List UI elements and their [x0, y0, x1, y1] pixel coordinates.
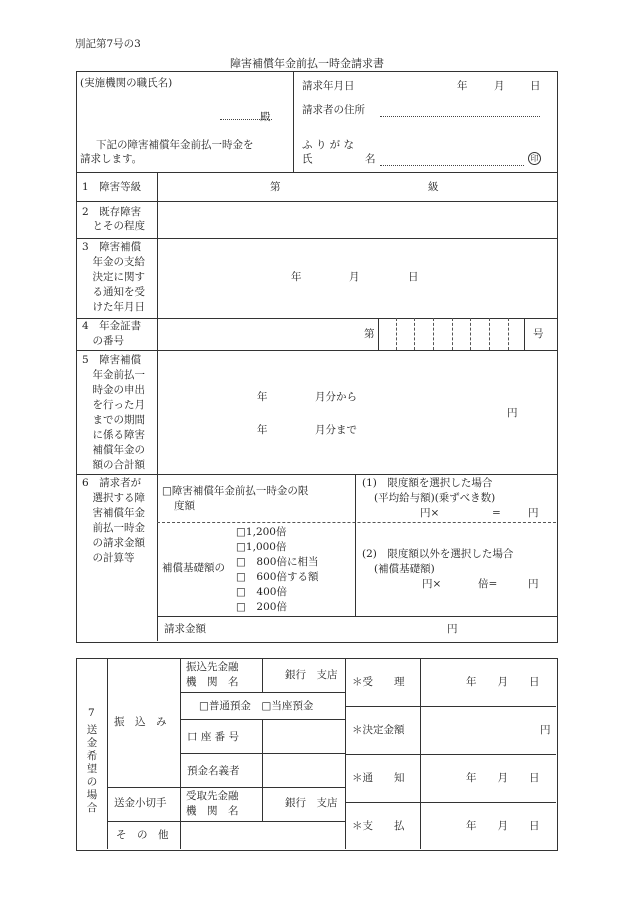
row6-label-line2: 選択する障: [82, 492, 145, 504]
office-notice-date: 年 月 日: [466, 772, 540, 784]
row4-dai: 第: [364, 328, 375, 340]
row5-to-year: 年: [257, 424, 268, 436]
receiving-institution-label-line1: 受取先金融: [186, 790, 239, 802]
request-date-month: 月: [494, 80, 505, 92]
row5-label-line2: 年金前払一: [82, 369, 145, 381]
office-decided-amount-label: ＊決定金額: [352, 724, 405, 736]
row1-dai: 第: [270, 181, 281, 193]
option-1200x[interactable]: □1,200倍: [236, 526, 287, 538]
case2-calc-yen-times: 円×: [422, 578, 442, 590]
row6-label-line4: 前払一時金: [82, 522, 145, 534]
row3-month: 月: [349, 271, 360, 283]
case1-calc-yen-times: 円×: [420, 507, 440, 519]
row5-label-line5: までの期間: [82, 414, 145, 426]
bank-institution-label-line1: 振込先金融: [186, 661, 239, 673]
row3-label-line1: 3 障害補償: [82, 241, 142, 253]
row5-from-year: 年: [257, 391, 268, 403]
account-holder-label: 預金名義者: [187, 765, 240, 777]
furigana-label: ふ り が な: [302, 139, 355, 151]
row3-label-line2: 年金の支給: [82, 256, 145, 268]
row3-label-line3: 決定に関す: [82, 271, 145, 283]
option-1000x[interactable]: □1,000倍: [236, 541, 287, 553]
transfer-label: 振 込 み: [114, 716, 167, 728]
claim-amount-yen: 円: [447, 623, 458, 635]
option-800x[interactable]: □ 800倍に相当: [236, 556, 319, 568]
office-received-date: 年 月 日: [466, 676, 540, 688]
other-label: そ の 他: [116, 829, 169, 841]
request-date-label: 請求年月日: [302, 80, 355, 92]
form-title: 障害補償年金前払一時金請求書: [230, 57, 384, 70]
case1-calc-equals: =: [492, 507, 501, 519]
request-text-line2: 請求します。: [80, 153, 143, 165]
row5-label-line1: 5 障害補償: [82, 354, 142, 366]
option-200x[interactable]: □ 200倍: [236, 601, 287, 613]
bank-branch-text: 銀行 支店: [285, 669, 338, 681]
row4-label-line2: の番号: [82, 335, 124, 347]
case2-calc-yen: 円: [528, 578, 539, 590]
row3-label-line4: る通知を受: [82, 286, 145, 298]
row6-label-line1: 6 請求者が: [82, 477, 142, 489]
request-date-year: 年: [457, 80, 468, 92]
row5-from-month: 月分から: [315, 391, 357, 403]
name-label-second: 名: [365, 153, 376, 165]
row6-label-line6: の計算等: [82, 552, 135, 564]
row3-day: 日: [408, 271, 419, 283]
row5-label-line6: に係る障害: [82, 429, 145, 441]
bank-institution-label-line2: 機 関 名: [186, 676, 239, 688]
option-600x[interactable]: □ 600倍する額: [236, 571, 319, 583]
request-date-day: 日: [530, 80, 541, 92]
row5-label-line8: 額の合計額: [82, 459, 145, 471]
row6-label-line3: 害補償年金: [82, 507, 145, 519]
case1-calc-yen: 円: [528, 507, 539, 519]
receiving-branch-text: 銀行 支店: [285, 797, 338, 809]
office-payment-date: 年 月 日: [466, 820, 540, 832]
case2-calc-times-equals: 倍=: [478, 578, 498, 590]
row7-vertical-label: 送金希望の場合: [86, 724, 98, 814]
case2-title: (2) 限度額以外を選択した場合: [362, 548, 514, 560]
account-number-label: 口 座 番 号: [187, 731, 240, 743]
case1-subtitle: (平均給与額)(乗ずべき数): [374, 492, 496, 504]
postal-check-label: 送金小切手: [114, 797, 167, 809]
option-400x[interactable]: □ 400倍: [236, 586, 287, 598]
seal-mark-icon: 印: [528, 152, 541, 165]
row6-label-line5: の請求金額: [82, 537, 145, 549]
row5-label-line3: 時金の申出: [82, 384, 145, 396]
row3-year: 年: [291, 271, 302, 283]
row1-label: 1 障害等級: [82, 181, 142, 193]
row5-to-month: 月分まで: [315, 424, 357, 436]
name-label-first: 氏: [302, 153, 313, 165]
case1-title: (1) 限度額を選択した場合: [362, 477, 493, 489]
row2-label-line1: 2 既存障害: [82, 206, 142, 218]
receiving-institution-label-line2: 機 関 名: [186, 805, 239, 817]
honorific-text: 殿: [260, 111, 271, 123]
row5-label-line4: を行った月: [82, 399, 145, 411]
row4-label-line1: 4 年金証書: [82, 320, 142, 332]
office-payment-label: ＊支 払: [352, 820, 405, 832]
row5-yen: 円: [507, 407, 518, 419]
claim-amount-label: 請求金額: [164, 623, 206, 635]
form-reference: 別記第7号の3: [75, 38, 141, 50]
office-decided-amount-yen: 円: [540, 724, 551, 736]
case2-subtitle: (補償基礎額): [374, 563, 435, 575]
row3-label-line5: けた年月日: [82, 301, 145, 313]
row1-kyu: 級: [428, 181, 439, 193]
applicant-address-label: 請求者の住所: [302, 104, 365, 116]
office-notice-label: ＊通 知: [352, 772, 405, 784]
row2-label-line2: とその程度: [82, 220, 145, 232]
row7-number: 7: [88, 707, 95, 719]
office-received-label: ＊受 理: [352, 676, 405, 688]
agency-label: (実施機関の職氏名): [80, 77, 173, 89]
row4-go: 号: [533, 328, 544, 340]
base-amount-label: 補償基礎額の: [162, 562, 225, 574]
row5-label-line7: 補償年金の: [82, 444, 145, 456]
request-text-line1: 下記の障害補償年金前払一時金を: [96, 139, 254, 151]
limit-checkbox-line2: 度額: [174, 500, 195, 512]
account-type-checkboxes[interactable]: □普通預金 □当座預金: [199, 700, 314, 712]
limit-checkbox-line1[interactable]: □障害補償年金前払一時金の限: [162, 485, 309, 497]
